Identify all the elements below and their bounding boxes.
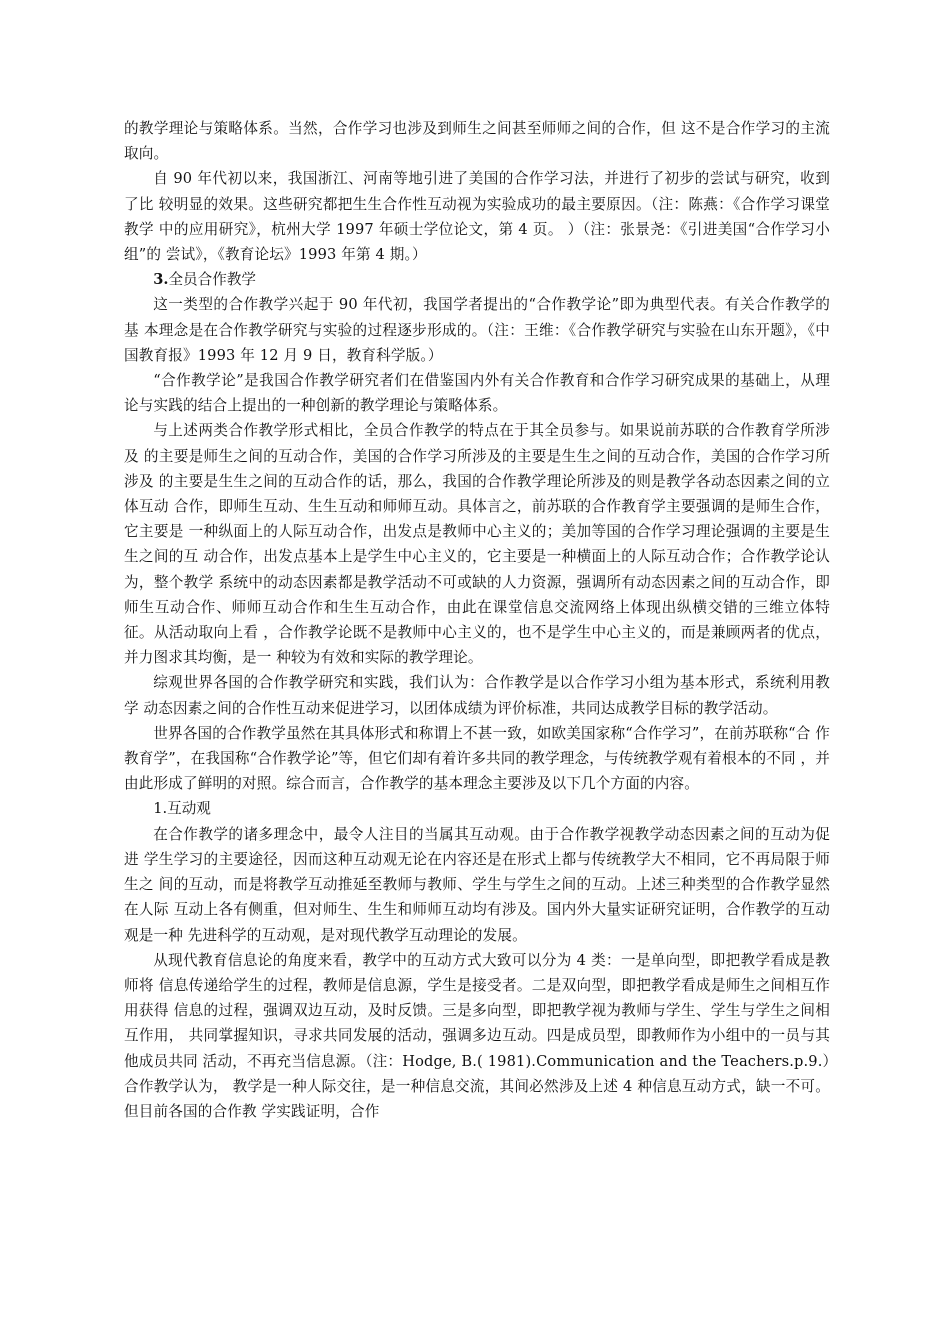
paragraph-interaction-types: 从现代教育信息论的角度来看，教学中的互动方式大致可以分为 4 类：一是单向型，即把教学看成是教师将 信息传递给学生的过程，教师是信息源，学生是接受者。二是双向型，即把教学看成是师生之间相互作用获得 信息的过程，强调双边互动，及时反馈。三是多向型，即把教学视为教师与学生、学生与学生之间相互作用， 共同掌握知识，寻求共同发展的活动，强调多边互动。四是成员型，即教师作为小组中的一员与其他成员共同 活动，不再充当信息源。（注：Hodge, B.( 1981).Communication and the Teachers.p.9.）合作教学认为， 教学是一种人际交往，是一种信息交流，其间必然涉及上述 4 种信息互动方式，缺一不可。但目前各国的合作教 学实践证明，合作 <box>124 951 830 1120</box>
section-heading-3 <box>124 267 830 292</box>
paragraph-interaction-view: 在合作教学的诸多理念中，最令人注目的当属其互动观。由于合作教学视教学动态因素之间的互动为促进 学生学习的主要途径，因而这种互动观无论在内容还是在形式上都与传统教学大不相同，它不再局限于师生之 间的互动，而是将教学互动推延至教师与教师、学生与学生之间的互动。上述三种类型的合作教学显然在人际 互动上各有侧重，但对师生、生生和师师互动均有涉及。国内外大量实证研究证明，合作教学的互动观是一种 先进科学的互动观，是对现代教学互动理论的发展。 <box>124 825 830 944</box>
section-number: 3. <box>153 271 169 289</box>
paragraph-intro-continuation: 的教学理论与策略体系。当然，合作学习也涉及到师生之间甚至师师之间的合作，但 这不是合作学习的主流取向。 <box>124 120 830 163</box>
subsection-heading-interaction: 1.互动观 <box>153 800 211 818</box>
paragraph-zhejiang-henan: 自 90 年代初以来，我国浙江、河南等地引进了美国的合作学习法，并进行了初步的尝试与研究，收到了比 较明显的效果。这些研究都把生生合作性互动视为实验成功的最主要原因。（注：陈燕：《合作学习课堂教学 中的应用研究》，杭州大学 1997 年硕士学位论文，第 4 页。 ）（注：张景尧：《引进美国“合作学习小组”的 尝试》，《教育论坛》1993 年第 4 期。） <box>124 170 830 264</box>
section-title: 全员合作教学 <box>168 271 257 289</box>
paragraph-comparison: 与上述两类合作教学形式相比，全员合作教学的特点在于其全员参与。如果说前苏联的合作教育学所涉及 的主要是师生之间的互动合作，美国的合作学习所涉及的主要是生生之间的互动合作，美国的合作学习所涉及 的主要是生生之间的互动合作的话，那么，我国的合作教学理论所涉及的则是教学各动态因素之间的立体互动 合作，即师生互动、生生互动和师师互动。具体言之，前苏联的合作教育学主要强调的是师生合作，它主要是 一种纵面上的人际互动合作，出发点是教师中心主义的；美加等国的合作学习理论强调的主要是生生之间的互 动合作，出发点基本上是学生中心主义的，它主要是一种横面上的人际互动合作；合作教学论认为，整个教学 系统中的动态因素都是教学活动不可或缺的人力资源，强调所有动态因素之间的互动合作，即师生互动合作、师师互动合作和生生互动合作，由此在课堂信息交流网络上体现出纵横交错的三维立体特征。从活动取向上看 ，合作教学论既不是教师中心主义的，也不是学生中心主义的，而是兼顾两者的优点，并力图求其均衡，是一 种较为有效和实际的教学理论。 <box>124 422 830 667</box>
document-page <box>124 116 830 1124</box>
paragraph-type-origin: 这一类型的合作教学兴起于 90 年代初，我国学者提出的“合作教学论”即为典型代表。有关合作教学的基 本理念是在合作教学研究与实验的过程逐步形成的。（注：王维：《合作教学研究与实验在山东开题》，《中 国教育报》1993 年 12 月 9 日，教育科学版。） <box>124 296 830 364</box>
paragraph-summary-definition: 综观世界各国的合作教学研究和实践，我们认为：合作教学是以合作学习小组为基本形式，系统利用教学 动态因素之间的合作性互动来促进学习，以团体成绩为评价标准，共同达成教学目标的教学活动。 <box>124 674 830 717</box>
paragraph-shared-concepts: 世界各国的合作教学虽然在其具体形式和称谓上不甚一致，如欧美国家称“合作学习”，在前苏联称“合 作教育学”，在我国称“合作教学论”等，但它们却有着许多共同的教学理念，与传统教学观有着根本的不同 ，并由此形成了鲜明的对照。综合而言，合作教学的基本理念主要涉及以下几个方面的内容。 <box>124 724 830 793</box>
paragraph-theory-definition: “合作教学论”是我国合作教学研究者们在借鉴国内外有关合作教育和合作学习研究成果的基础上，从理 论与实践的结合上提出的一种创新的教学理论与策略体系。 <box>124 372 830 415</box>
